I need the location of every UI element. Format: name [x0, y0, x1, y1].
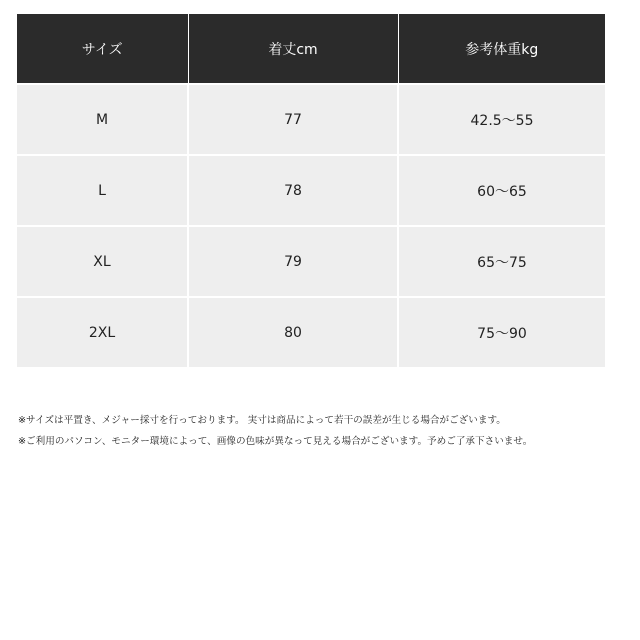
note-color-disclaimer: ※ご利用のパソコン、モニター環境によって、画像の色味が異なって見える場合がございます。予めご了承下さいませ。	[18, 436, 533, 447]
table-row	[17, 84, 605, 155]
cell-weight: 65～75	[398, 226, 605, 297]
cell-size: XL	[17, 226, 188, 297]
table-row	[17, 297, 605, 367]
size-notes	[18, 410, 638, 452]
cell-size: L	[17, 155, 188, 226]
size-chart-table	[17, 14, 605, 367]
cell-size: M	[17, 84, 188, 155]
table-header-row	[17, 14, 605, 84]
cell-length: 80	[188, 297, 398, 367]
cell-weight: 75～90	[398, 297, 605, 367]
table-row	[17, 155, 605, 226]
table-row	[17, 226, 605, 297]
cell-length: 79	[188, 226, 398, 297]
cell-size: 2XL	[17, 297, 188, 367]
cell-length: 78	[188, 155, 398, 226]
cell-length: 77	[188, 84, 398, 155]
header-size: サイズ	[17, 14, 188, 84]
header-weight: 参考体重kg	[398, 14, 605, 84]
header-length: 着丈cm	[188, 14, 398, 84]
cell-weight: 42.5～55	[398, 84, 605, 155]
cell-weight: 60～65	[398, 155, 605, 226]
note-measurement: ※サイズは平置き、メジャー採寸を行っております。 実寸は商品によって若干の誤差が生じる場合がございます。	[18, 415, 506, 426]
